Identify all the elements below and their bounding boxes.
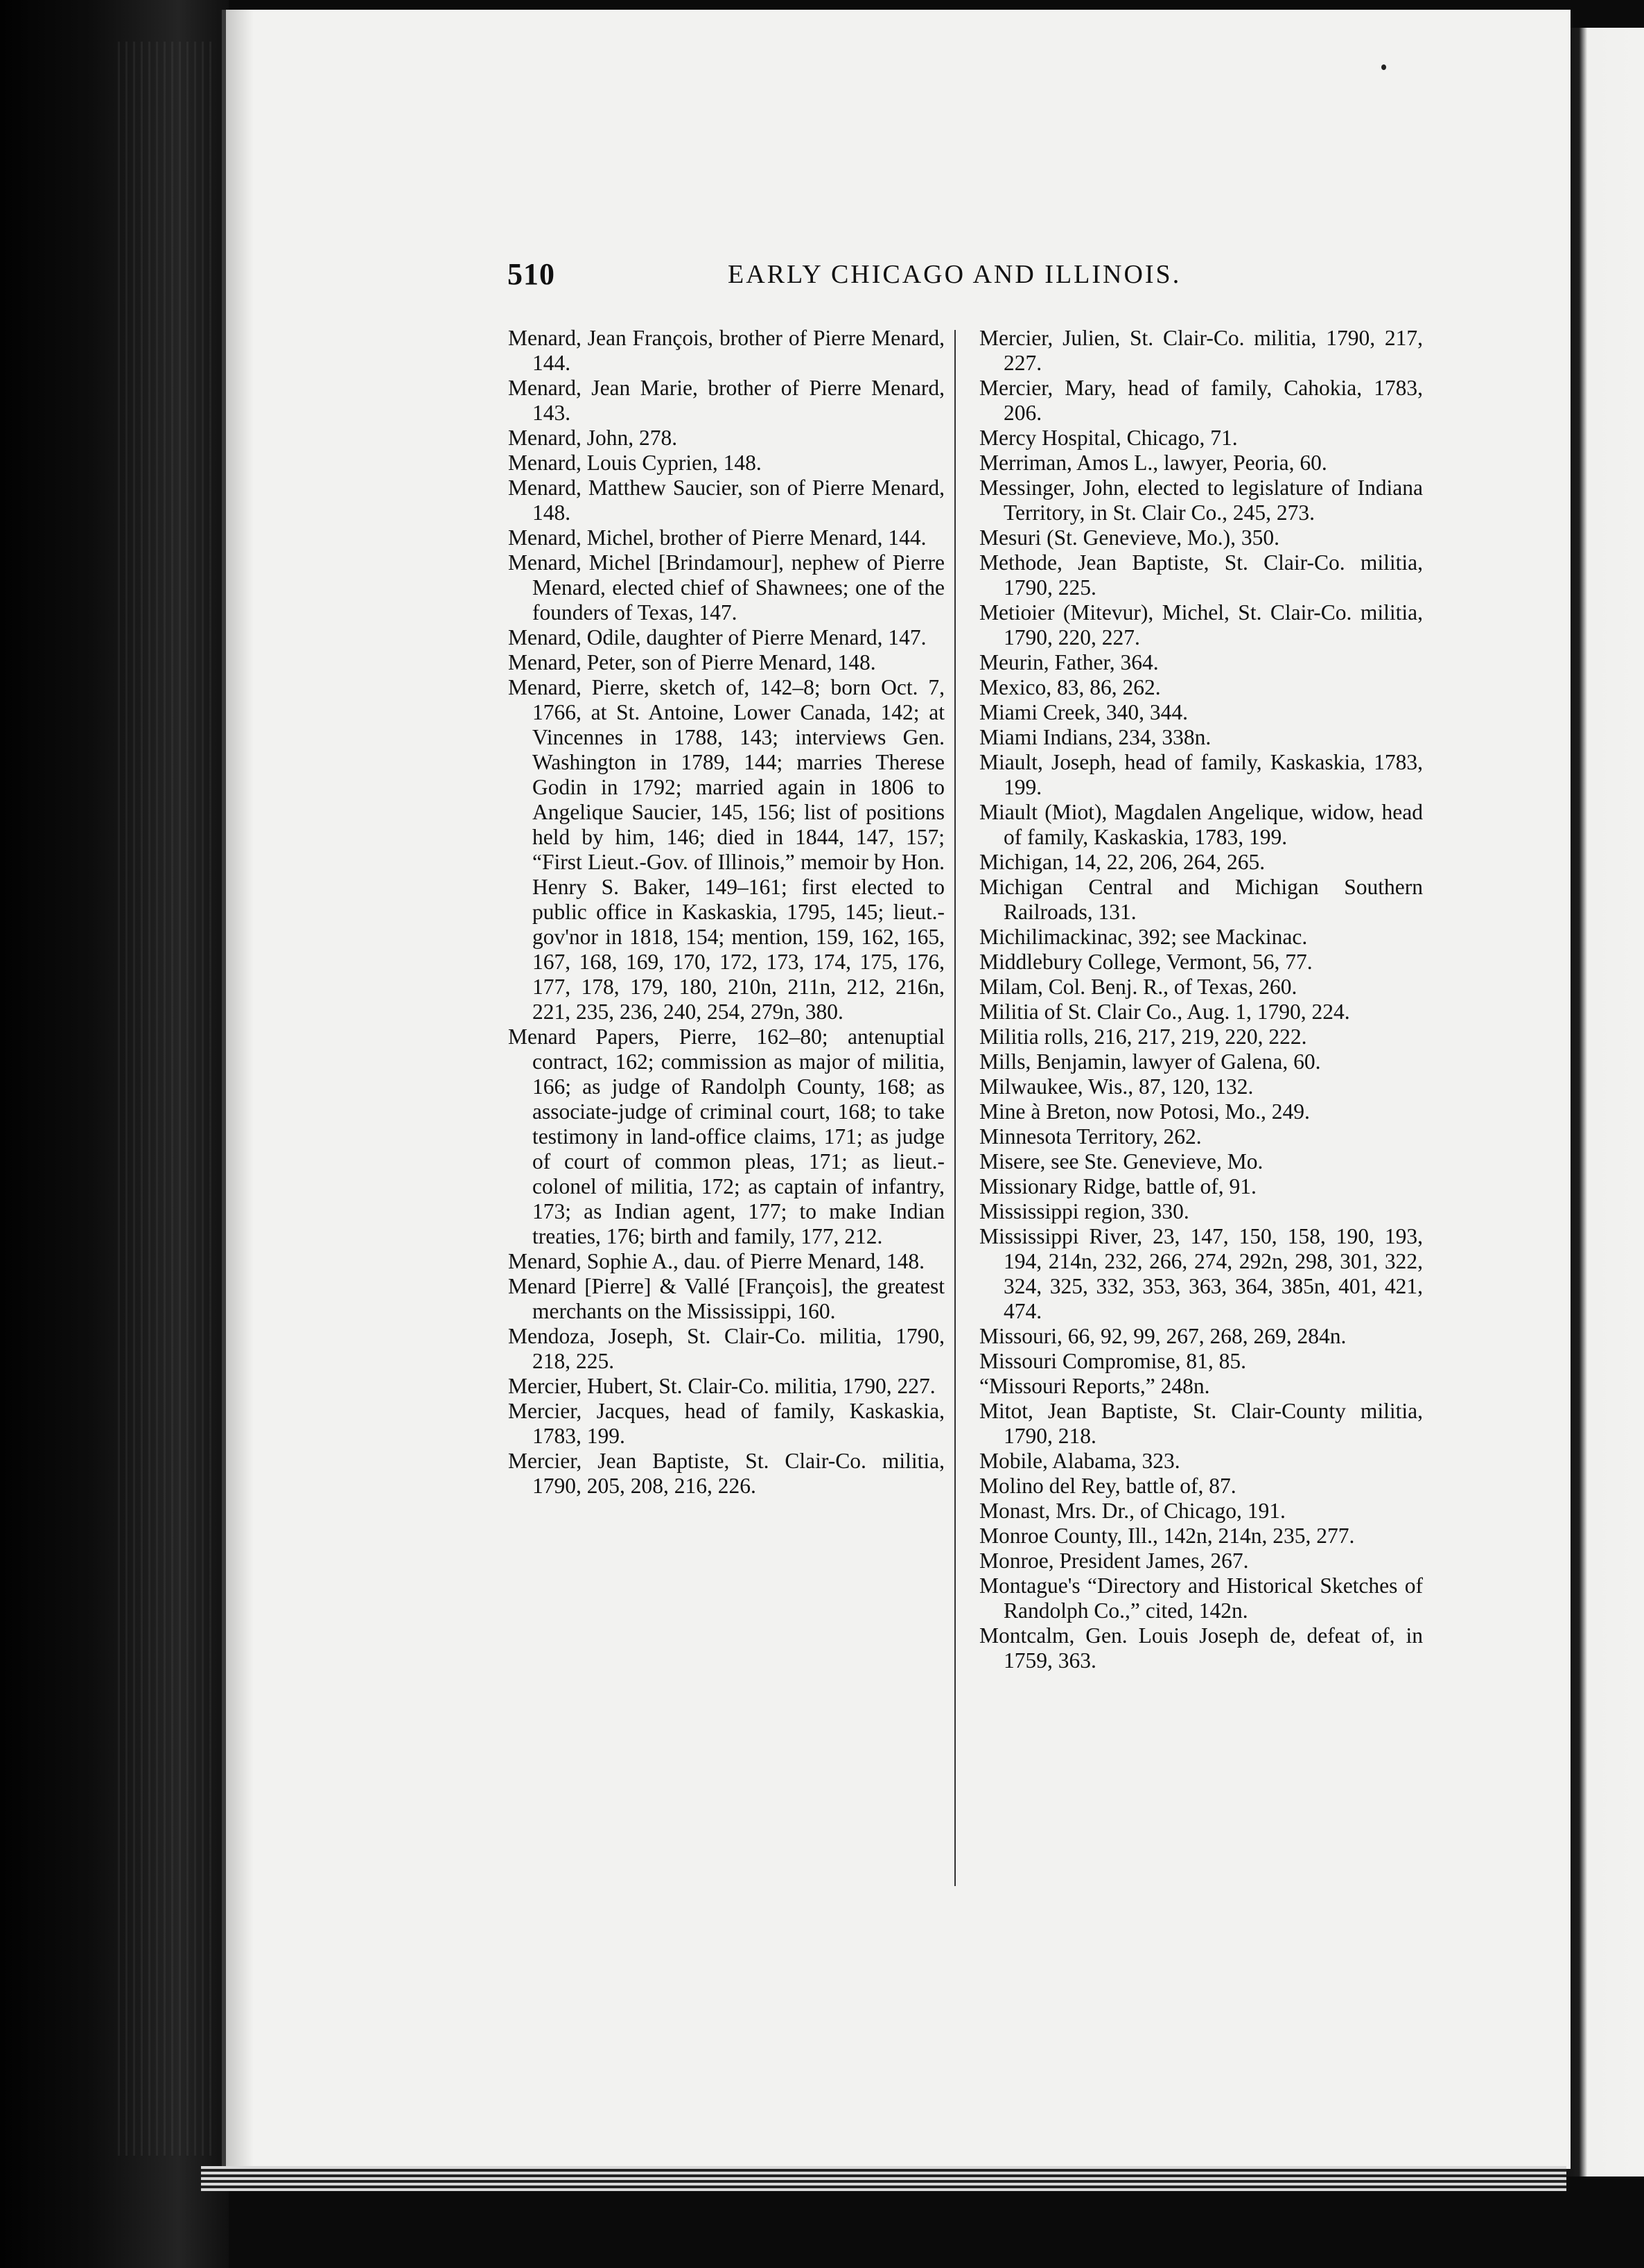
index-column-left bbox=[508, 326, 945, 1499]
index-entry: Menard Papers, Pierre, 162–80; antenuptial contract, 162; commission as major of militia, 166; as judge of Randolph County, 168; as associate-judge of criminal court, 168; to take testimony in land-office claims, 171; as judge of court of common pleas, 171; as lieut.-colonel of militia, 172; as captain of infantry, 173; as Indian agent, 177; to make Indian treaties, 176; birth and family, 177, 212. bbox=[508, 1024, 945, 1248]
index-entry: Menard, Sophie A., dau. of Pierre Menard, 148. bbox=[508, 1249, 925, 1273]
page-title: EARLY CHICAGO AND ILLINOIS. bbox=[728, 260, 1182, 289]
index-entry: Meurin, Father, 364. bbox=[979, 650, 1159, 674]
index-entry: Miami Creek, 340, 344. bbox=[979, 700, 1188, 724]
index-entry: Methode, Jean Baptiste, St. Clair-Co. militia, 1790, 225. bbox=[979, 550, 1423, 600]
index-entry: Milam, Col. Benj. R., of Texas, 260. bbox=[979, 975, 1297, 999]
index-entry: Miault, Joseph, head of family, Kaskaskia, 1783, 199. bbox=[979, 750, 1423, 799]
index-entry: Monroe County, Ill., 142n, 214n, 235, 277. bbox=[979, 1524, 1355, 1548]
index-entry: Monroe, President James, 267. bbox=[979, 1549, 1249, 1573]
index-entry: Metioier (Mitevur), Michel, St. Clair-Co. militia, 1790, 220, 227. bbox=[979, 600, 1423, 649]
page-number: 510 bbox=[507, 257, 555, 291]
index-entry: Mesuri (St. Genevieve, Mo.), 350. bbox=[979, 525, 1280, 550]
index-entry: Mexico, 83, 86, 262. bbox=[979, 675, 1161, 699]
index-entry: Missouri, 66, 92, 99, 267, 268, 269, 284n. bbox=[979, 1324, 1347, 1348]
index-entry: Molino del Rey, battle of, 87. bbox=[979, 1474, 1236, 1498]
index-entry: Mercier, Mary, head of family, Cahokia, 1783, 206. bbox=[979, 376, 1423, 425]
index-entry: Montcalm, Gen. Louis Joseph de, defeat of, in 1759, 363. bbox=[979, 1623, 1423, 1673]
index-entry: Missionary Ridge, battle of, 91. bbox=[979, 1174, 1257, 1198]
index-column-right bbox=[979, 326, 1423, 1673]
index-entry: Michigan, 14, 22, 206, 264, 265. bbox=[979, 850, 1266, 874]
index-entry: Militia rolls, 216, 217, 219, 220, 222. bbox=[979, 1024, 1307, 1049]
index-entry: Mercy Hospital, Chicago, 71. bbox=[979, 426, 1238, 450]
index-entry: Miault (Miot), Magdalen Angelique, widow, head of family, Kaskaskia, 1783, 199. bbox=[979, 800, 1423, 849]
index-entry: Mills, Benjamin, lawyer of Galena, 60. bbox=[979, 1049, 1321, 1074]
index-entry: Mine à Breton, now Potosi, Mo., 249. bbox=[979, 1099, 1310, 1124]
index-entry: Menard, Peter, son of Pierre Menard, 148. bbox=[508, 650, 876, 674]
index-entry: “Missouri Reports,” 248n. bbox=[979, 1374, 1210, 1398]
page-stack-edge bbox=[201, 2166, 1566, 2191]
index-entry: Milwaukee, Wis., 87, 120, 132. bbox=[979, 1074, 1254, 1099]
index-entry: Mercier, Julien, St. Clair-Co. militia, 1790, 217, 227. bbox=[979, 326, 1423, 375]
index-entry: Menard, Michel, brother of Pierre Menard, 144. bbox=[508, 525, 927, 550]
index-entry: Miami Indians, 234, 338n. bbox=[979, 725, 1212, 749]
index-entry: Middlebury College, Vermont, 56, 77. bbox=[979, 950, 1313, 974]
index-entry: Merriman, Amos L., lawyer, Peoria, 60. bbox=[979, 451, 1327, 475]
index-entry: Mendoza, Joseph, St. Clair-Co. militia, 1790, 218, 225. bbox=[508, 1324, 945, 1373]
index-entry: Mississippi River, 23, 147, 150, 158, 190, 193, 194, 214n, 232, 266, 274, 292n, 298, 301, 322, 324, 325, 332, 353, 363, 364, 385n, 401, 421, 474. bbox=[979, 1224, 1423, 1323]
index-entry: Mississippi region, 330. bbox=[979, 1199, 1189, 1223]
gutter-shadow bbox=[226, 10, 254, 2169]
index-entry: Montague's “Directory and Historical Sketches of Randolph Co.,” cited, 142n. bbox=[979, 1573, 1423, 1623]
running-head bbox=[507, 256, 1498, 298]
index-entry: Menard, Louis Cyprien, 148. bbox=[508, 451, 762, 475]
index-entry: Menard, Pierre, sketch of, 142–8; born Oct. 7, 1766, at St. Antoine, Lower Canada, 142; at Vincennes in 1788, 143; interviews Gen. Washington in 1789, 144; marries Therese Godin in 1792; married again in 1806 to Angelique Saucier, 145, 156; list of positions held by him, 146; died in 1844, 147, 157; “First Lieut.-Gov. of Illinois,” memoir by Hon. Henry S. Baker, 149–161; first elected to public office in Kaskaskia, 1795, 145; lieut.-gov'nor in 1818, 154; mention, 159, 162, 165, 167, 168, 169, 170, 172, 173, 174, 175, 176, 177, 178, 179, 180, 210n, 211n, 212, 216n, 221, 235, 236, 240, 254, 279n, 380. bbox=[508, 675, 945, 1024]
index-entry: Menard, John, 278. bbox=[508, 426, 678, 450]
index-entry: Mercier, Jean Baptiste, St. Clair-Co. militia, 1790, 205, 208, 216, 226. bbox=[508, 1449, 945, 1498]
index-entry: Militia of St. Clair Co., Aug. 1, 1790, 224. bbox=[979, 1000, 1350, 1024]
index-entry: Menard [Pierre] & Vallé [François], the greatest merchants on the Mississippi, 160. bbox=[508, 1274, 945, 1323]
index-entry: Menard, Odile, daughter of Pierre Menard, 147. bbox=[508, 625, 927, 649]
page-edges bbox=[118, 42, 215, 2156]
index-entry: Mercier, Hubert, St. Clair-Co. militia, 1790, 227. bbox=[508, 1374, 936, 1398]
book-spine bbox=[0, 0, 229, 2268]
index-entry: Minnesota Territory, 262. bbox=[979, 1124, 1202, 1149]
index-entry: Misere, see Ste. Genevieve, Mo. bbox=[979, 1149, 1263, 1174]
index-entry: Mitot, Jean Baptiste, St. Clair-County militia, 1790, 218. bbox=[979, 1399, 1423, 1448]
index-entry: Messinger, John, elected to legislature of Indiana Territory, in St. Clair Co., 245, 273. bbox=[979, 476, 1423, 525]
index-entry: Mercier, Jacques, head of family, Kaskaskia, 1783, 199. bbox=[508, 1399, 945, 1448]
index-entry: Menard, Matthew Saucier, son of Pierre Menard, 148. bbox=[508, 476, 945, 525]
index-entry: Menard, Jean François, brother of Pierre Menard, 144. bbox=[508, 326, 945, 375]
index-entry: Monast, Mrs. Dr., of Chicago, 191. bbox=[979, 1499, 1286, 1523]
column-rule bbox=[954, 330, 956, 1886]
index-entry: Missouri Compromise, 81, 85. bbox=[979, 1349, 1247, 1373]
index-entry: Mobile, Alabama, 323. bbox=[979, 1449, 1180, 1473]
index-entry: Michigan Central and Michigan Southern Railroads, 131. bbox=[979, 875, 1423, 924]
ink-speck bbox=[1381, 64, 1386, 70]
index-entry: Menard, Jean Marie, brother of Pierre Menard, 143. bbox=[508, 376, 945, 425]
index-entry: Menard, Michel [Brindamour], nephew of Pierre Menard, elected chief of Shawnees; one of the founders of Texas, 147. bbox=[508, 550, 945, 625]
index-entry: Michilimackinac, 392; see Mackinac. bbox=[979, 925, 1308, 949]
next-page-edge bbox=[1563, 28, 1644, 2177]
